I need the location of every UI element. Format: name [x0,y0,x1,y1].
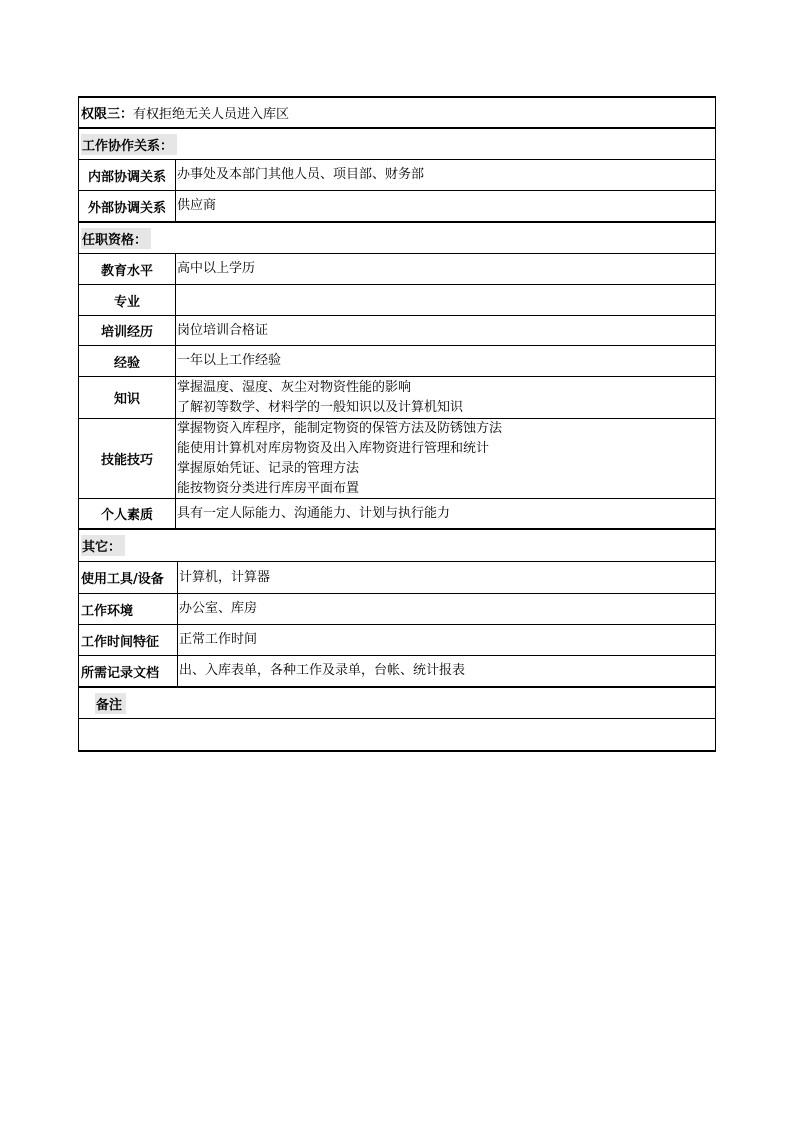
table-row [79,499,715,530]
cooperation-heading-row [79,129,715,160]
knowledge-line: 了解初等数学、材料学的一般知识以及计算机知识 [177,399,464,415]
authority-row [79,98,715,129]
training-value: 岗位培训合格证 [177,322,269,338]
table-row [79,191,715,223]
environment-value: 办公室、库房 [179,601,258,616]
skills-line: 掌握原始凭证、记录的管理方法 [177,460,360,476]
other-heading: 其它： [81,535,125,556]
table-row [79,377,715,419]
table-row [79,562,715,594]
authority-text: 有权拒绝无关人员进入库区 [133,107,290,122]
skills-line: 掌握物资入库程序，能制定物资的保管方法及防锈蚀方法 [177,420,503,436]
remarks-row [79,719,715,750]
internal-coordination-value: 办事处及本部门其他人员、项目部、财务部 [177,167,425,182]
tools-value: 计算机，计算器 [179,569,271,585]
table-row [79,254,715,285]
table-row [79,656,715,688]
environment-label: 工作环境 [79,594,178,624]
documents-label: 所需记录文档 [79,656,178,686]
education-value: 高中以上学历 [177,261,256,276]
table-row [79,419,715,499]
personal-quality-value: 具有一定人际能力、沟通能力、计划与执行能力 [177,505,451,521]
other-heading-row [79,530,715,562]
experience-label: 经验 [79,346,176,376]
table-row [79,316,715,346]
experience-value: 一年以上工作经验 [177,353,282,368]
table-row [79,346,715,377]
table-row [79,160,715,191]
skills-line: 能按物资分类进行库房平面布置 [177,480,360,496]
external-coordination-label: 外部协调关系 [79,191,176,221]
remarks-heading-row [79,688,715,719]
knowledge-label: 知识 [79,377,176,418]
skills-label: 技能技巧 [79,419,176,498]
tools-label: 使用工具/设备 [79,562,178,593]
cooperation-heading: 工作协作关系： [81,134,177,155]
job-description-table [78,96,716,752]
table-row [79,594,715,625]
documents-value: 出、入库表单，各种工作及录单，台帐、统计报表 [179,663,466,678]
knowledge-line: 掌握温度、湿度、灰尘对物资性能的影响 [177,379,412,395]
table-row [79,285,715,316]
authority-label: 权限三： [81,107,134,122]
training-label: 培训经历 [79,316,176,345]
skills-line: 能使用计算机对库房物资及出入库物资进行管理和统计 [177,440,490,456]
work-time-label: 工作时间特征 [79,625,178,655]
major-label: 专业 [79,285,176,315]
table-row [79,625,715,656]
work-time-value: 正常工作时间 [179,632,258,647]
internal-coordination-label: 内部协调关系 [79,160,176,190]
personal-quality-label: 个人素质 [79,499,176,528]
authority-cell [79,98,715,127]
qualification-heading: 任职资格： [81,228,151,249]
external-coordination-value: 供应商 [177,198,217,213]
qualification-heading-row [79,223,715,254]
remarks-heading: 备注 [95,693,126,714]
education-label: 教育水平 [79,254,176,284]
